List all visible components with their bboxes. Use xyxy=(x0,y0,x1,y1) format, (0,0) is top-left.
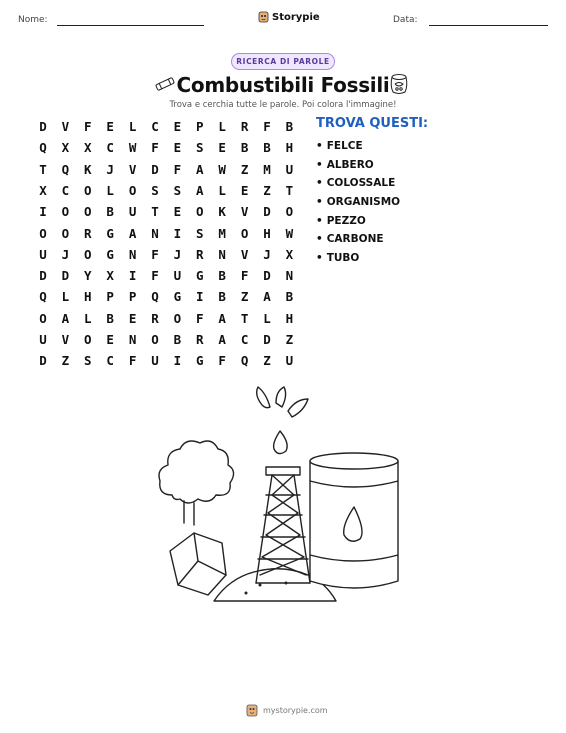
grid-letter[interactable]: A xyxy=(196,161,204,177)
grid-letter[interactable]: C xyxy=(106,353,114,369)
grid-letter[interactable]: D xyxy=(61,268,70,284)
grid-letter[interactable]: F xyxy=(151,140,159,156)
grid-letter[interactable]: W xyxy=(285,225,294,241)
grid-letter[interactable]: U xyxy=(39,332,47,347)
oil-barrel xyxy=(310,453,398,588)
grid-letter[interactable]: O xyxy=(84,204,92,220)
grid-letter[interactable]: J xyxy=(106,161,114,177)
grid-letter[interactable]: B xyxy=(240,140,249,156)
grid-letter[interactable]: N xyxy=(151,225,159,241)
grid-letter[interactable]: R xyxy=(196,332,204,347)
word-list xyxy=(316,137,400,267)
grid-letter[interactable]: O xyxy=(39,310,47,326)
grid-letter[interactable]: P xyxy=(128,289,137,305)
list-item: • COLOSSALE xyxy=(316,177,396,190)
grid-letter[interactable]: L xyxy=(128,119,137,134)
grid-letter[interactable]: R xyxy=(240,119,249,134)
grid-letter[interactable]: N xyxy=(218,246,226,262)
grid-letter[interactable]: V xyxy=(240,246,249,262)
grid-letter[interactable]: O xyxy=(84,182,92,198)
grid-letter[interactable]: B xyxy=(263,140,271,156)
grid-letter[interactable]: C xyxy=(61,182,70,198)
date-label: Data: xyxy=(393,15,418,25)
grid-letter[interactable]: O xyxy=(39,225,47,241)
coal-cube xyxy=(170,533,226,595)
date-line[interactable] xyxy=(429,25,548,26)
grid-letter[interactable]: U xyxy=(151,353,159,369)
grid-letter[interactable]: S xyxy=(84,353,92,369)
grid-letter[interactable]: R xyxy=(151,310,159,326)
grid-letter[interactable]: L xyxy=(263,310,271,326)
grid-letter[interactable]: P xyxy=(106,289,114,305)
grid-letter[interactable]: B xyxy=(285,289,294,305)
grid-letter[interactable]: A xyxy=(196,182,204,198)
grid-letter[interactable]: X xyxy=(39,182,47,198)
grid-letter[interactable]: P xyxy=(196,119,204,134)
footer-url[interactable]: mystorypie.com xyxy=(263,706,328,715)
grid-letter[interactable]: F xyxy=(263,119,271,134)
grid-letter[interactable]: Q xyxy=(61,161,70,177)
grid-letter[interactable]: X xyxy=(61,140,70,156)
grid-letter[interactable]: Z xyxy=(263,353,271,369)
grid-letter[interactable]: U xyxy=(285,161,294,177)
grid-letter[interactable]: Z xyxy=(240,289,249,305)
grid-letter[interactable]: J xyxy=(61,246,70,262)
grid-letter[interactable]: Z xyxy=(285,332,294,347)
brand-name: Storypie xyxy=(272,11,320,23)
grid-letter[interactable]: U xyxy=(128,204,137,220)
grid-letter[interactable]: A xyxy=(218,332,226,347)
grid-letter[interactable]: L xyxy=(218,119,226,134)
grid-letter[interactable]: T xyxy=(285,182,294,198)
grid-letter[interactable]: G xyxy=(196,268,204,284)
grid-letter[interactable]: K xyxy=(84,161,92,177)
grid-letter[interactable]: D xyxy=(263,332,271,347)
grid-letter[interactable]: F xyxy=(151,246,159,262)
grid-letter[interactable]: O xyxy=(173,310,182,326)
grid-letter[interactable]: T xyxy=(151,204,159,220)
list-item: • ORGANISMO xyxy=(316,196,401,209)
grid-letter[interactable]: O xyxy=(196,204,204,220)
grid-letter[interactable]: B xyxy=(285,119,294,134)
grid-letter[interactable]: G xyxy=(196,353,204,369)
grid-letter[interactable]: S xyxy=(196,225,204,241)
grid-letter[interactable]: M xyxy=(218,225,226,241)
grid-letter[interactable]: Z xyxy=(61,353,70,369)
footer xyxy=(246,704,328,717)
grid-letter[interactable]: A xyxy=(128,225,137,241)
grid-letter[interactable]: B xyxy=(106,310,114,326)
name-label: Nome: xyxy=(18,15,48,25)
grid-letter[interactable]: C xyxy=(106,140,114,156)
grid-letter[interactable]: S xyxy=(173,182,182,198)
grid-letter[interactable]: Q xyxy=(151,289,159,305)
grid-letter[interactable]: N xyxy=(128,246,137,262)
grid-letter[interactable]: W xyxy=(128,140,137,156)
grid-letter[interactable]: Q xyxy=(240,353,249,369)
grid-letter[interactable]: X xyxy=(84,140,92,156)
grid-letter[interactable]: D xyxy=(263,268,271,284)
page-title: Combustibili Fossili xyxy=(176,73,390,97)
grid-letter[interactable]: N xyxy=(285,268,294,284)
grid-letter[interactable]: E xyxy=(173,140,182,156)
grid-letter[interactable]: G xyxy=(173,289,182,305)
grid-letter[interactable]: E xyxy=(218,140,226,156)
oil-splash-drop xyxy=(276,387,286,407)
grid-letter[interactable]: E xyxy=(240,182,249,198)
grid-letter[interactable]: D xyxy=(263,204,271,220)
grid-letter[interactable]: V xyxy=(240,204,249,220)
grid-letter[interactable]: I xyxy=(173,353,182,369)
grid-letter[interactable]: E xyxy=(106,332,114,347)
fossil-fuels-illustration[interactable] xyxy=(150,385,410,615)
grid-letter[interactable]: F xyxy=(173,161,182,177)
grid-letter[interactable]: J xyxy=(263,246,271,262)
storypie-mascot-icon xyxy=(246,704,258,717)
grid-letter[interactable]: I xyxy=(196,289,204,305)
storypie-mascot-icon xyxy=(258,11,269,23)
grid-letter[interactable]: Q xyxy=(39,140,47,156)
grid-letter[interactable]: Z xyxy=(240,161,249,177)
grid-letter[interactable]: C xyxy=(151,119,159,134)
grid-letter[interactable]: H xyxy=(285,310,294,326)
grid-letter[interactable]: E xyxy=(173,119,182,134)
oil-splash-drop xyxy=(257,387,270,408)
grid-letter[interactable]: T xyxy=(39,161,47,177)
grid-letter[interactable]: X xyxy=(285,246,294,262)
grid-letter[interactable]: I xyxy=(128,268,137,284)
grid-letter[interactable]: L xyxy=(218,182,226,198)
grid-letter[interactable]: F xyxy=(84,119,92,134)
grid-letter[interactable]: D xyxy=(39,268,47,284)
grid-letter[interactable]: K xyxy=(218,204,226,220)
grid-letter[interactable]: F xyxy=(218,353,226,369)
grid-letter[interactable]: L xyxy=(84,310,92,326)
grid-letter[interactable]: F xyxy=(196,310,204,326)
grid-letter[interactable]: U xyxy=(173,268,182,284)
activity-badge: RICERCA DI PAROLE xyxy=(231,53,335,70)
grid-letter[interactable]: O xyxy=(285,204,294,220)
grid-letter[interactable]: D xyxy=(151,161,159,177)
oil-derrick xyxy=(256,467,310,583)
grid-letter[interactable]: U xyxy=(39,246,47,262)
grid-letter[interactable]: D xyxy=(39,353,47,369)
grid-letter[interactable]: U xyxy=(285,353,294,369)
grid-letter[interactable]: B xyxy=(218,289,226,305)
grid-letter[interactable]: L xyxy=(106,182,114,198)
grid-letter[interactable]: A xyxy=(61,310,70,326)
grid-letter[interactable]: H xyxy=(84,289,92,305)
grid-letter[interactable]: R xyxy=(84,225,92,241)
grid-letter[interactable]: L xyxy=(61,289,70,305)
grid-letter[interactable]: Y xyxy=(84,268,92,284)
list-item: • CARBONE xyxy=(316,233,384,246)
grid-letter[interactable]: O xyxy=(61,204,70,220)
name-line[interactable] xyxy=(57,25,204,26)
grid-letter[interactable]: V xyxy=(61,332,70,347)
grid-letter[interactable]: V xyxy=(61,119,70,134)
grid-letter[interactable]: F xyxy=(240,268,249,284)
list-item: • FELCE xyxy=(316,140,363,153)
grid-letter[interactable]: O xyxy=(61,225,70,241)
grid-letter[interactable]: B xyxy=(218,268,226,284)
grid-letter[interactable]: E xyxy=(106,119,114,134)
grid-letter[interactable]: F xyxy=(151,268,159,284)
grid-letter[interactable]: N xyxy=(128,332,137,347)
grid-letter[interactable]: X xyxy=(106,268,114,284)
grid-letter[interactable]: G xyxy=(106,246,114,262)
grid-letter[interactable]: S xyxy=(196,140,204,156)
smoke-cloud xyxy=(159,441,234,503)
list-item: • ALBERO xyxy=(316,158,374,171)
grid-letter[interactable]: F xyxy=(128,353,137,369)
list-item: • PEZZO xyxy=(316,214,366,227)
grid-letter[interactable]: O xyxy=(151,332,159,347)
grid-letter[interactable]: Z xyxy=(263,182,271,198)
grid-letter[interactable]: I xyxy=(39,204,47,220)
grid-letter[interactable]: R xyxy=(196,246,204,262)
grid-letter[interactable]: W xyxy=(218,161,226,177)
list-item: • TUBO xyxy=(316,251,360,264)
grid-letter[interactable]: H xyxy=(285,140,294,156)
word-list-title: TROVA QUESTI: xyxy=(316,116,429,131)
grid-letter[interactable]: M xyxy=(263,161,271,177)
grid-letter[interactable]: D xyxy=(39,119,47,134)
grid-letter[interactable]: O xyxy=(128,182,137,198)
brand-logo xyxy=(258,11,320,23)
grid-letter[interactable]: E xyxy=(173,204,182,220)
fossil-jar-icon xyxy=(387,72,411,96)
grid-letter[interactable]: O xyxy=(84,332,92,347)
grid-letter[interactable]: I xyxy=(173,225,182,241)
grid-letter[interactable]: V xyxy=(128,161,137,177)
grid-letter[interactable]: J xyxy=(173,246,182,262)
grid-letter[interactable]: O xyxy=(84,246,92,262)
grid-letter[interactable]: Q xyxy=(39,289,47,305)
instructions: Trova e cerchia tutte le parole. Poi colora l'immagine! xyxy=(169,100,397,110)
grid-letter[interactable]: O xyxy=(240,225,249,241)
grid-letter[interactable]: G xyxy=(106,225,114,241)
grid-letter[interactable]: T xyxy=(240,310,249,326)
oil-splash-drop xyxy=(288,399,308,417)
grid-letter[interactable]: S xyxy=(151,182,159,198)
grid-letter[interactable]: E xyxy=(128,310,137,326)
oil-drop-icon xyxy=(274,431,288,454)
grid-letter[interactable]: B xyxy=(173,332,182,347)
grid-letter[interactable]: A xyxy=(263,289,271,305)
grid-letter[interactable]: C xyxy=(240,332,249,347)
grid-letter[interactable]: H xyxy=(263,225,271,241)
grid-letter[interactable]: B xyxy=(106,204,114,220)
grid-letter[interactable]: A xyxy=(218,310,226,326)
